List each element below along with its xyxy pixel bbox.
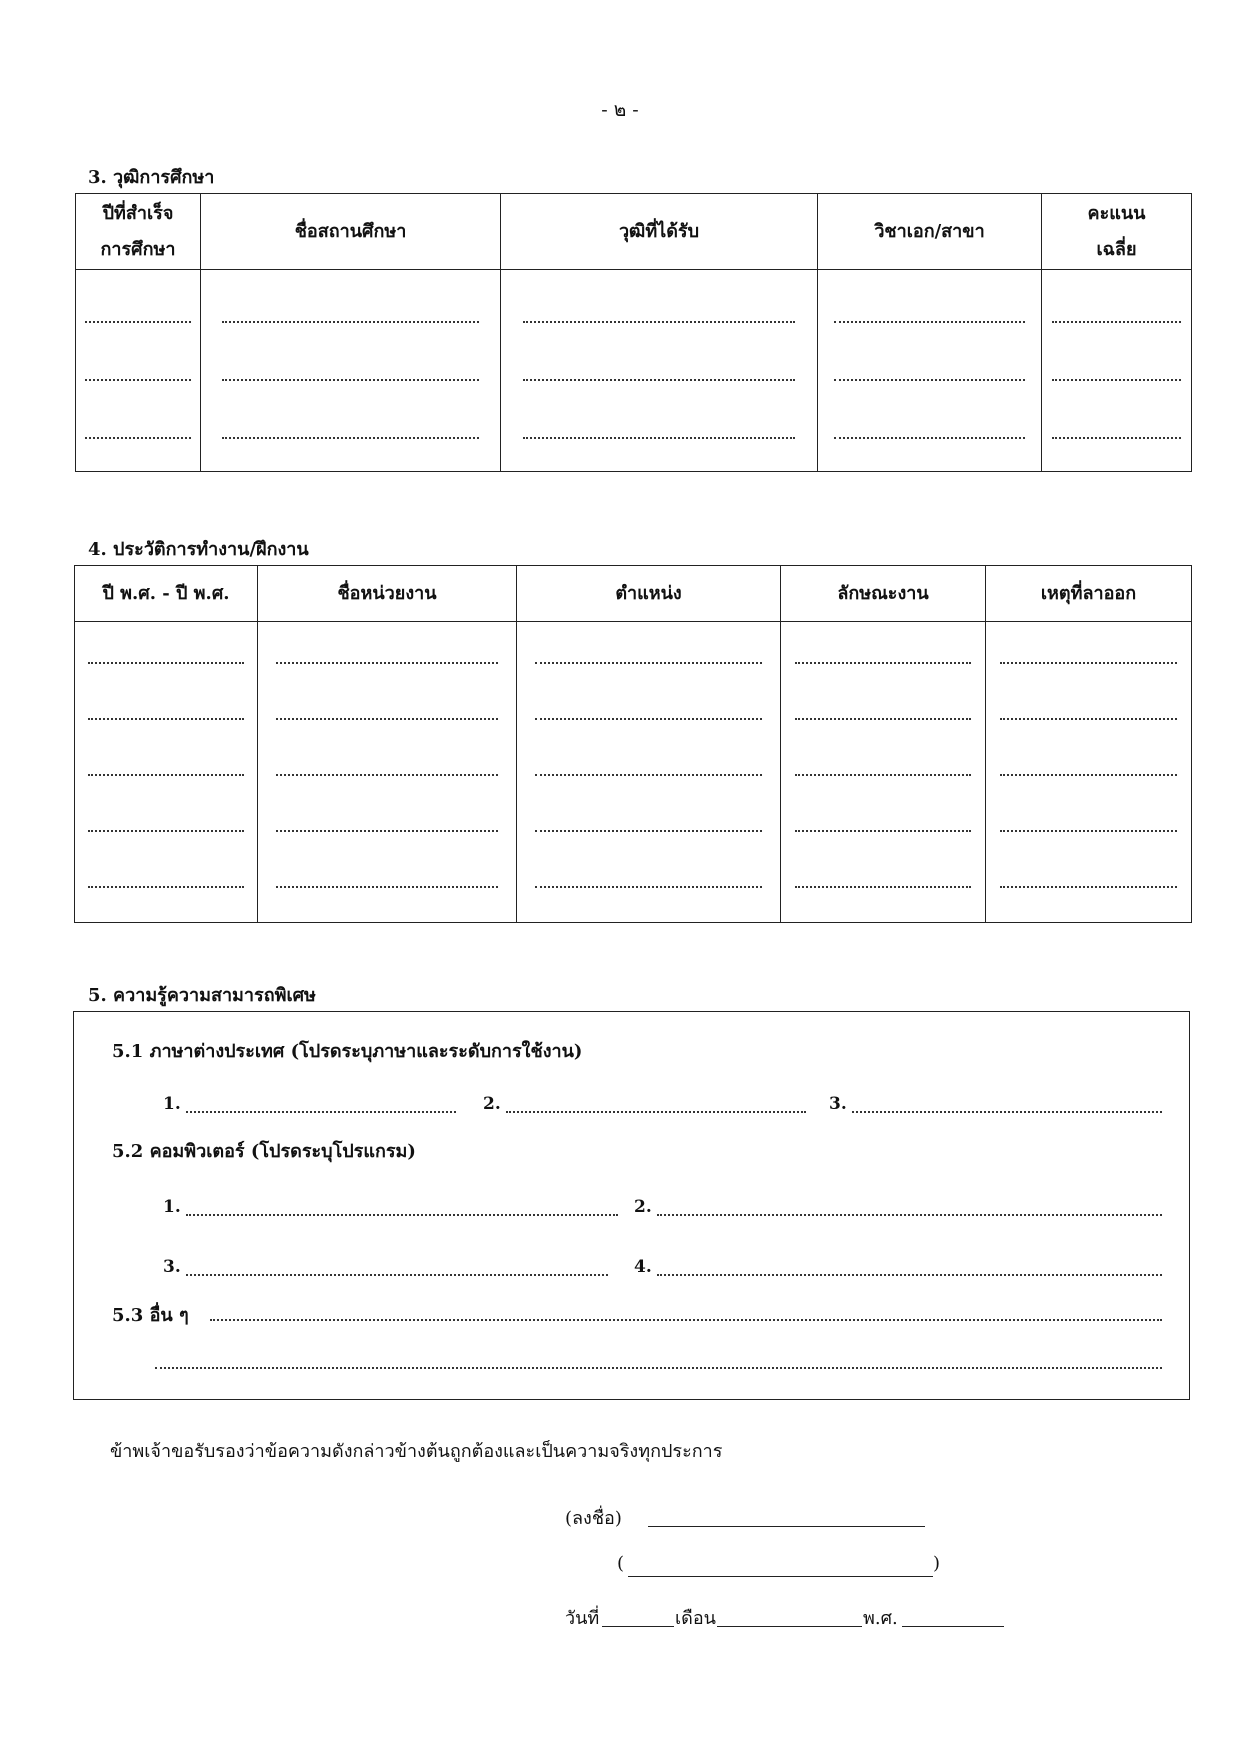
work-header-position: ตำแหน่ง: [517, 566, 781, 622]
edu-gpa-field-1[interactable]: [1042, 292, 1191, 350]
day-line[interactable]: [602, 1625, 674, 1627]
edu-gpa-field-3[interactable]: [1042, 408, 1191, 466]
edu-col-institution: [201, 270, 501, 472]
other-label: 5.3 อื่น ๆ: [112, 1305, 189, 1326]
edu-institution-field-3[interactable]: [201, 408, 500, 466]
language-number-2: 2.: [483, 1094, 501, 1114]
work-years-field-4[interactable]: [75, 802, 257, 858]
language-field-2[interactable]: [506, 1110, 806, 1113]
edu-col-degree: [501, 270, 818, 472]
year-line[interactable]: [902, 1625, 1004, 1627]
work-job-field-3[interactable]: [781, 746, 985, 802]
work-header-reason-leaving: เหตุที่ลาออก: [986, 566, 1192, 622]
work-organization-field-4[interactable]: [258, 802, 516, 858]
language-field-3[interactable]: [852, 1110, 1162, 1113]
day-label: วันที่: [565, 1608, 600, 1629]
edu-degree-field-1[interactable]: [501, 292, 817, 350]
work-header-years: ปี พ.ศ. - ปี พ.ศ.: [75, 566, 258, 622]
edu-col-gpa: [1042, 270, 1192, 472]
work-header-job-description: ลักษณะงาน: [781, 566, 986, 622]
certification-statement: ข้าพเจ้าขอรับรองว่าข้อความดังกล่าวข้างต้นถูกต้องและเป็นความจริงทุกประการ: [110, 1441, 723, 1462]
edu-year-field-3[interactable]: [76, 408, 200, 466]
edu-degree-field-3[interactable]: [501, 408, 817, 466]
work-position-field-5[interactable]: [517, 858, 780, 914]
work-section-title: 4. ประวัติการทำงาน/ฝึกงาน: [88, 539, 309, 560]
computer-number-4: 4.: [634, 1257, 652, 1277]
edu-header-gpa: [1042, 194, 1192, 270]
year-label: พ.ศ.: [863, 1608, 898, 1629]
edu-year-field-2[interactable]: [76, 350, 200, 408]
other-field-2[interactable]: [155, 1366, 1162, 1369]
edu-header-gpa-line2: เฉลี่ย: [1096, 238, 1137, 260]
edu-header-year-line1: ปีที่สำเร็จ: [102, 202, 174, 224]
language-number-3: 3.: [829, 1094, 847, 1114]
edu-header-year-line2: การศึกษา: [100, 238, 176, 260]
edu-degree-field-2[interactable]: [501, 350, 817, 408]
work-organization-field-1[interactable]: [258, 634, 516, 690]
edu-col-major: [818, 270, 1042, 472]
work-col-job-description: [781, 622, 986, 923]
edu-gpa-field-2[interactable]: [1042, 350, 1191, 408]
work-years-field-2[interactable]: [75, 690, 257, 746]
sign-label: (ลงชื่อ): [565, 1508, 622, 1529]
work-reason-field-5[interactable]: [986, 858, 1191, 914]
work-years-field-3[interactable]: [75, 746, 257, 802]
computer-field-2[interactable]: [657, 1213, 1162, 1216]
work-job-field-4[interactable]: [781, 802, 985, 858]
work-organization-field-2[interactable]: [258, 690, 516, 746]
edu-institution-field-2[interactable]: [201, 350, 500, 408]
computer-number-1: 1.: [163, 1197, 181, 1217]
edu-header-major: วิชาเอก/สาขา: [818, 194, 1042, 270]
work-table: [74, 565, 1192, 923]
education-section-title: 3. วุฒิการศึกษา: [88, 167, 215, 188]
name-paren-open: (: [617, 1553, 625, 1574]
work-years-field-1[interactable]: [75, 634, 257, 690]
work-reason-field-3[interactable]: [986, 746, 1191, 802]
work-col-organization: [258, 622, 517, 923]
edu-header-institution: ชื่อสถานศึกษา: [201, 194, 501, 270]
page-number: - ๒ -: [601, 99, 639, 121]
work-position-field-2[interactable]: [517, 690, 780, 746]
work-organization-field-3[interactable]: [258, 746, 516, 802]
work-reason-field-4[interactable]: [986, 802, 1191, 858]
computer-field-3[interactable]: [186, 1273, 608, 1276]
work-col-years: [75, 622, 258, 923]
work-col-reason: [986, 622, 1192, 923]
work-position-field-3[interactable]: [517, 746, 780, 802]
work-job-field-1[interactable]: [781, 634, 985, 690]
other-field-1[interactable]: [210, 1318, 1162, 1321]
languages-label: 5.1 ภาษาต่างประเทศ (โปรดระบุภาษาและระดับการใช้งาน): [112, 1041, 583, 1062]
edu-year-field-1[interactable]: [76, 292, 200, 350]
computer-label: 5.2 คอมพิวเตอร์ (โปรดระบุโปรแกรม): [112, 1141, 416, 1162]
name-paren-close: ): [933, 1553, 941, 1574]
computer-field-4[interactable]: [657, 1273, 1162, 1276]
edu-col-year: [76, 270, 201, 472]
education-table: [75, 193, 1192, 472]
edu-header-gpa-line1: คะแนน: [1087, 202, 1146, 224]
printed-name-line[interactable]: [628, 1575, 933, 1577]
computer-field-1[interactable]: [186, 1213, 618, 1216]
skills-section-title: 5. ความรู้ความสามารถพิเศษ: [88, 985, 316, 1006]
signature-line[interactable]: [648, 1525, 925, 1527]
work-col-position: [517, 622, 781, 923]
work-organization-field-5[interactable]: [258, 858, 516, 914]
edu-major-field-3[interactable]: [818, 408, 1041, 466]
work-job-field-5[interactable]: [781, 858, 985, 914]
month-line[interactable]: [717, 1625, 862, 1627]
edu-major-field-2[interactable]: [818, 350, 1041, 408]
work-job-field-2[interactable]: [781, 690, 985, 746]
computer-number-3: 3.: [163, 1257, 181, 1277]
month-label: เดือน: [675, 1608, 716, 1629]
work-position-field-1[interactable]: [517, 634, 780, 690]
work-reason-field-1[interactable]: [986, 634, 1191, 690]
edu-header-year: [76, 194, 201, 270]
work-years-field-5[interactable]: [75, 858, 257, 914]
work-position-field-4[interactable]: [517, 802, 780, 858]
skills-box: [73, 1011, 1190, 1400]
language-field-1[interactable]: [186, 1110, 456, 1113]
edu-institution-field-1[interactable]: [201, 292, 500, 350]
work-reason-field-2[interactable]: [986, 690, 1191, 746]
edu-header-degree: วุฒิที่ได้รับ: [501, 194, 818, 270]
work-header-organization: ชื่อหน่วยงาน: [258, 566, 517, 622]
computer-number-2: 2.: [634, 1197, 652, 1217]
language-number-1: 1.: [163, 1094, 181, 1114]
edu-major-field-1[interactable]: [818, 292, 1041, 350]
